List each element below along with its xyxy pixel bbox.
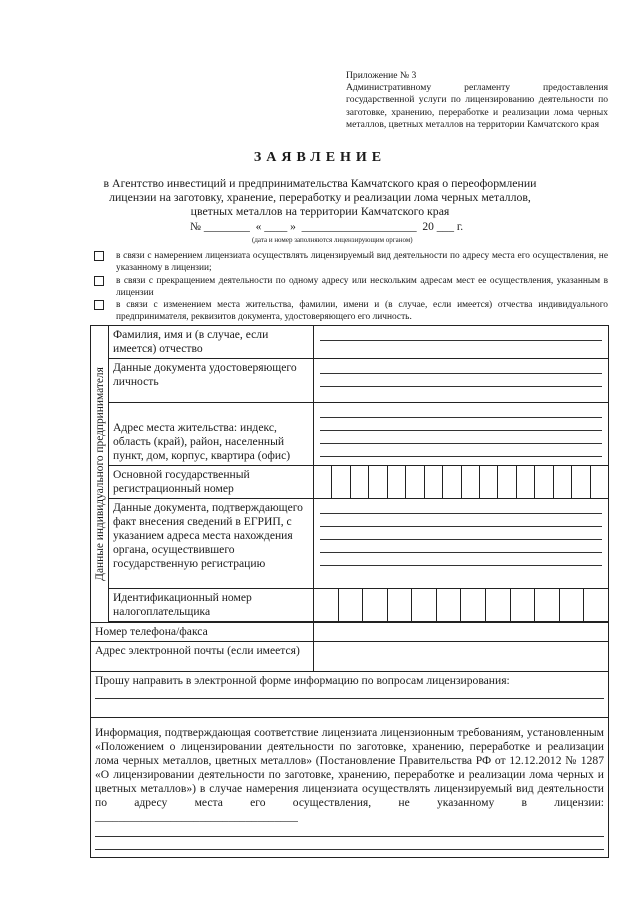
application-form-table: [90, 325, 609, 858]
row-phone: [91, 623, 609, 642]
number-date-hint: (дата и номер заполняются лицензирующим органом): [252, 236, 413, 244]
fill-line: [320, 552, 602, 553]
row-egrip: [91, 499, 609, 589]
compliance-text: Информация, подтверждающая соответствие лицензиата лицензионным требованиям, установленным «Положением о лицензировании деятельности по заготовке, хранению, переработке и реализации лома черных металлов, цветных металлов» (Постановление Правительства РФ от 12.12.2012 № 1287 «О лицензировании деятельности по заготовке, хранению, переработке и реализации лома черных и цветных металлов») в случае намерения лицензиата осуществлять лицензируемый вид деятельности по адресу места его осуществления, не указанному в лицензии: ___________________________________: [95, 726, 604, 823]
fill-line: [320, 340, 602, 341]
fill-line: [95, 836, 604, 837]
label-address: Адрес места жительства: индекс, область (край), район, населенный пункт, дом, корпус, квартира (офис): [109, 403, 314, 466]
option-label: в связи с намерением лицензиата осуществлять лицензируемый вид деятельности по адресу места его осуществления, не указанному в лицензии;: [116, 251, 608, 273]
appendix-block: [346, 70, 608, 131]
row-compliance: [91, 718, 609, 858]
checkbox[interactable]: [94, 251, 104, 261]
fill-line: [320, 443, 602, 444]
section-label-cell: [91, 326, 109, 623]
label-email: Адрес электронной почты (если имеется): [91, 642, 314, 672]
digit-cells: [314, 589, 608, 621]
input-phone[interactable]: [314, 623, 609, 642]
checkbox[interactable]: [94, 276, 104, 286]
number-date-line: № ________ « ____ » ____________________ 20 ___ г.: [190, 221, 464, 233]
appendix-text: Административному регламенту предоставления государственной услуги по лицензированию деятельности по заготовке, хранению, переработке и реализации лома черных металлов, цветных металлов на территории Камчатского края: [346, 82, 608, 130]
label-phone: Номер телефона/факса: [91, 623, 314, 642]
fill-line: [320, 539, 602, 540]
label-fio: Фамилия, имя и (в случае, если имеется) отчество: [109, 326, 314, 359]
electronic-request-cell[interactable]: [91, 672, 609, 718]
option-stop-address[interactable]: [94, 275, 608, 299]
row-id-doc: [91, 359, 609, 403]
compliance-cell[interactable]: [91, 718, 609, 858]
row-inn: [91, 589, 609, 622]
input-email[interactable]: [314, 642, 609, 672]
appendix-number: Приложение № 3: [346, 70, 417, 81]
fill-line: [95, 849, 604, 850]
input-ogrn-cells[interactable]: [314, 466, 609, 499]
fill-line: [320, 513, 602, 514]
digit-cells: [314, 466, 608, 498]
option-label: в связи с прекращением деятельности по одному адресу или нескольким адресам мест ее осуществления, указанным в лицензии: [116, 276, 608, 298]
row-email: [91, 642, 609, 672]
label-id-doc: Данные документа удостоверяющего личность: [109, 359, 314, 403]
fill-line: [320, 526, 602, 527]
fill-line: [320, 430, 602, 431]
row-address: [91, 403, 609, 466]
input-inn-cells[interactable]: [314, 589, 609, 622]
fill-line: [320, 456, 602, 457]
fill-line: [320, 417, 602, 418]
row-ogrn: [91, 466, 609, 499]
document-title: ЗАЯВЛЕНИЕ: [253, 150, 387, 165]
input-egrip[interactable]: [314, 499, 609, 589]
option-new-address[interactable]: [94, 250, 608, 274]
row-electronic-request: [91, 672, 609, 718]
label-ogrn: Основной государственный регистрационный номер: [109, 466, 314, 499]
input-address[interactable]: [314, 403, 609, 466]
fill-line: [95, 698, 604, 699]
checkbox[interactable]: [94, 300, 104, 310]
fill-line: [320, 565, 602, 566]
option-label: в связи с изменением места жительства, фамилии, имени и (в случае, если имеется) отчества индивидуального предпринимателя, реквизитов документа, удостоверяющего его личность.: [116, 300, 608, 322]
input-fio[interactable]: [314, 326, 609, 359]
label-egrip: Данные документа, подтверждающего факт внесения сведений в ЕГРИП, с указанием адреса места нахождения органа, осуществившего государственную регистрацию: [109, 499, 314, 589]
label-inn: Идентификационный номер налогоплательщика: [109, 589, 314, 622]
option-personal-change[interactable]: [94, 299, 608, 323]
row-fio: [91, 326, 609, 359]
electronic-request-text: Прошу направить в электронной форме информацию по вопросам лицензирования:: [95, 674, 510, 687]
input-id-doc[interactable]: [314, 359, 609, 403]
addressee-text: в Агентство инвестиций и предпринимательства Камчатского края о переоформлении лицензии на заготовку, хранение, переработку и реализации лома черных металлов, цветных металлов на территории Камчатского края: [103, 176, 537, 218]
fill-line: [320, 386, 602, 387]
section-label: Данные индивидуального предпринимателя: [93, 367, 106, 581]
fill-line: [320, 373, 602, 374]
